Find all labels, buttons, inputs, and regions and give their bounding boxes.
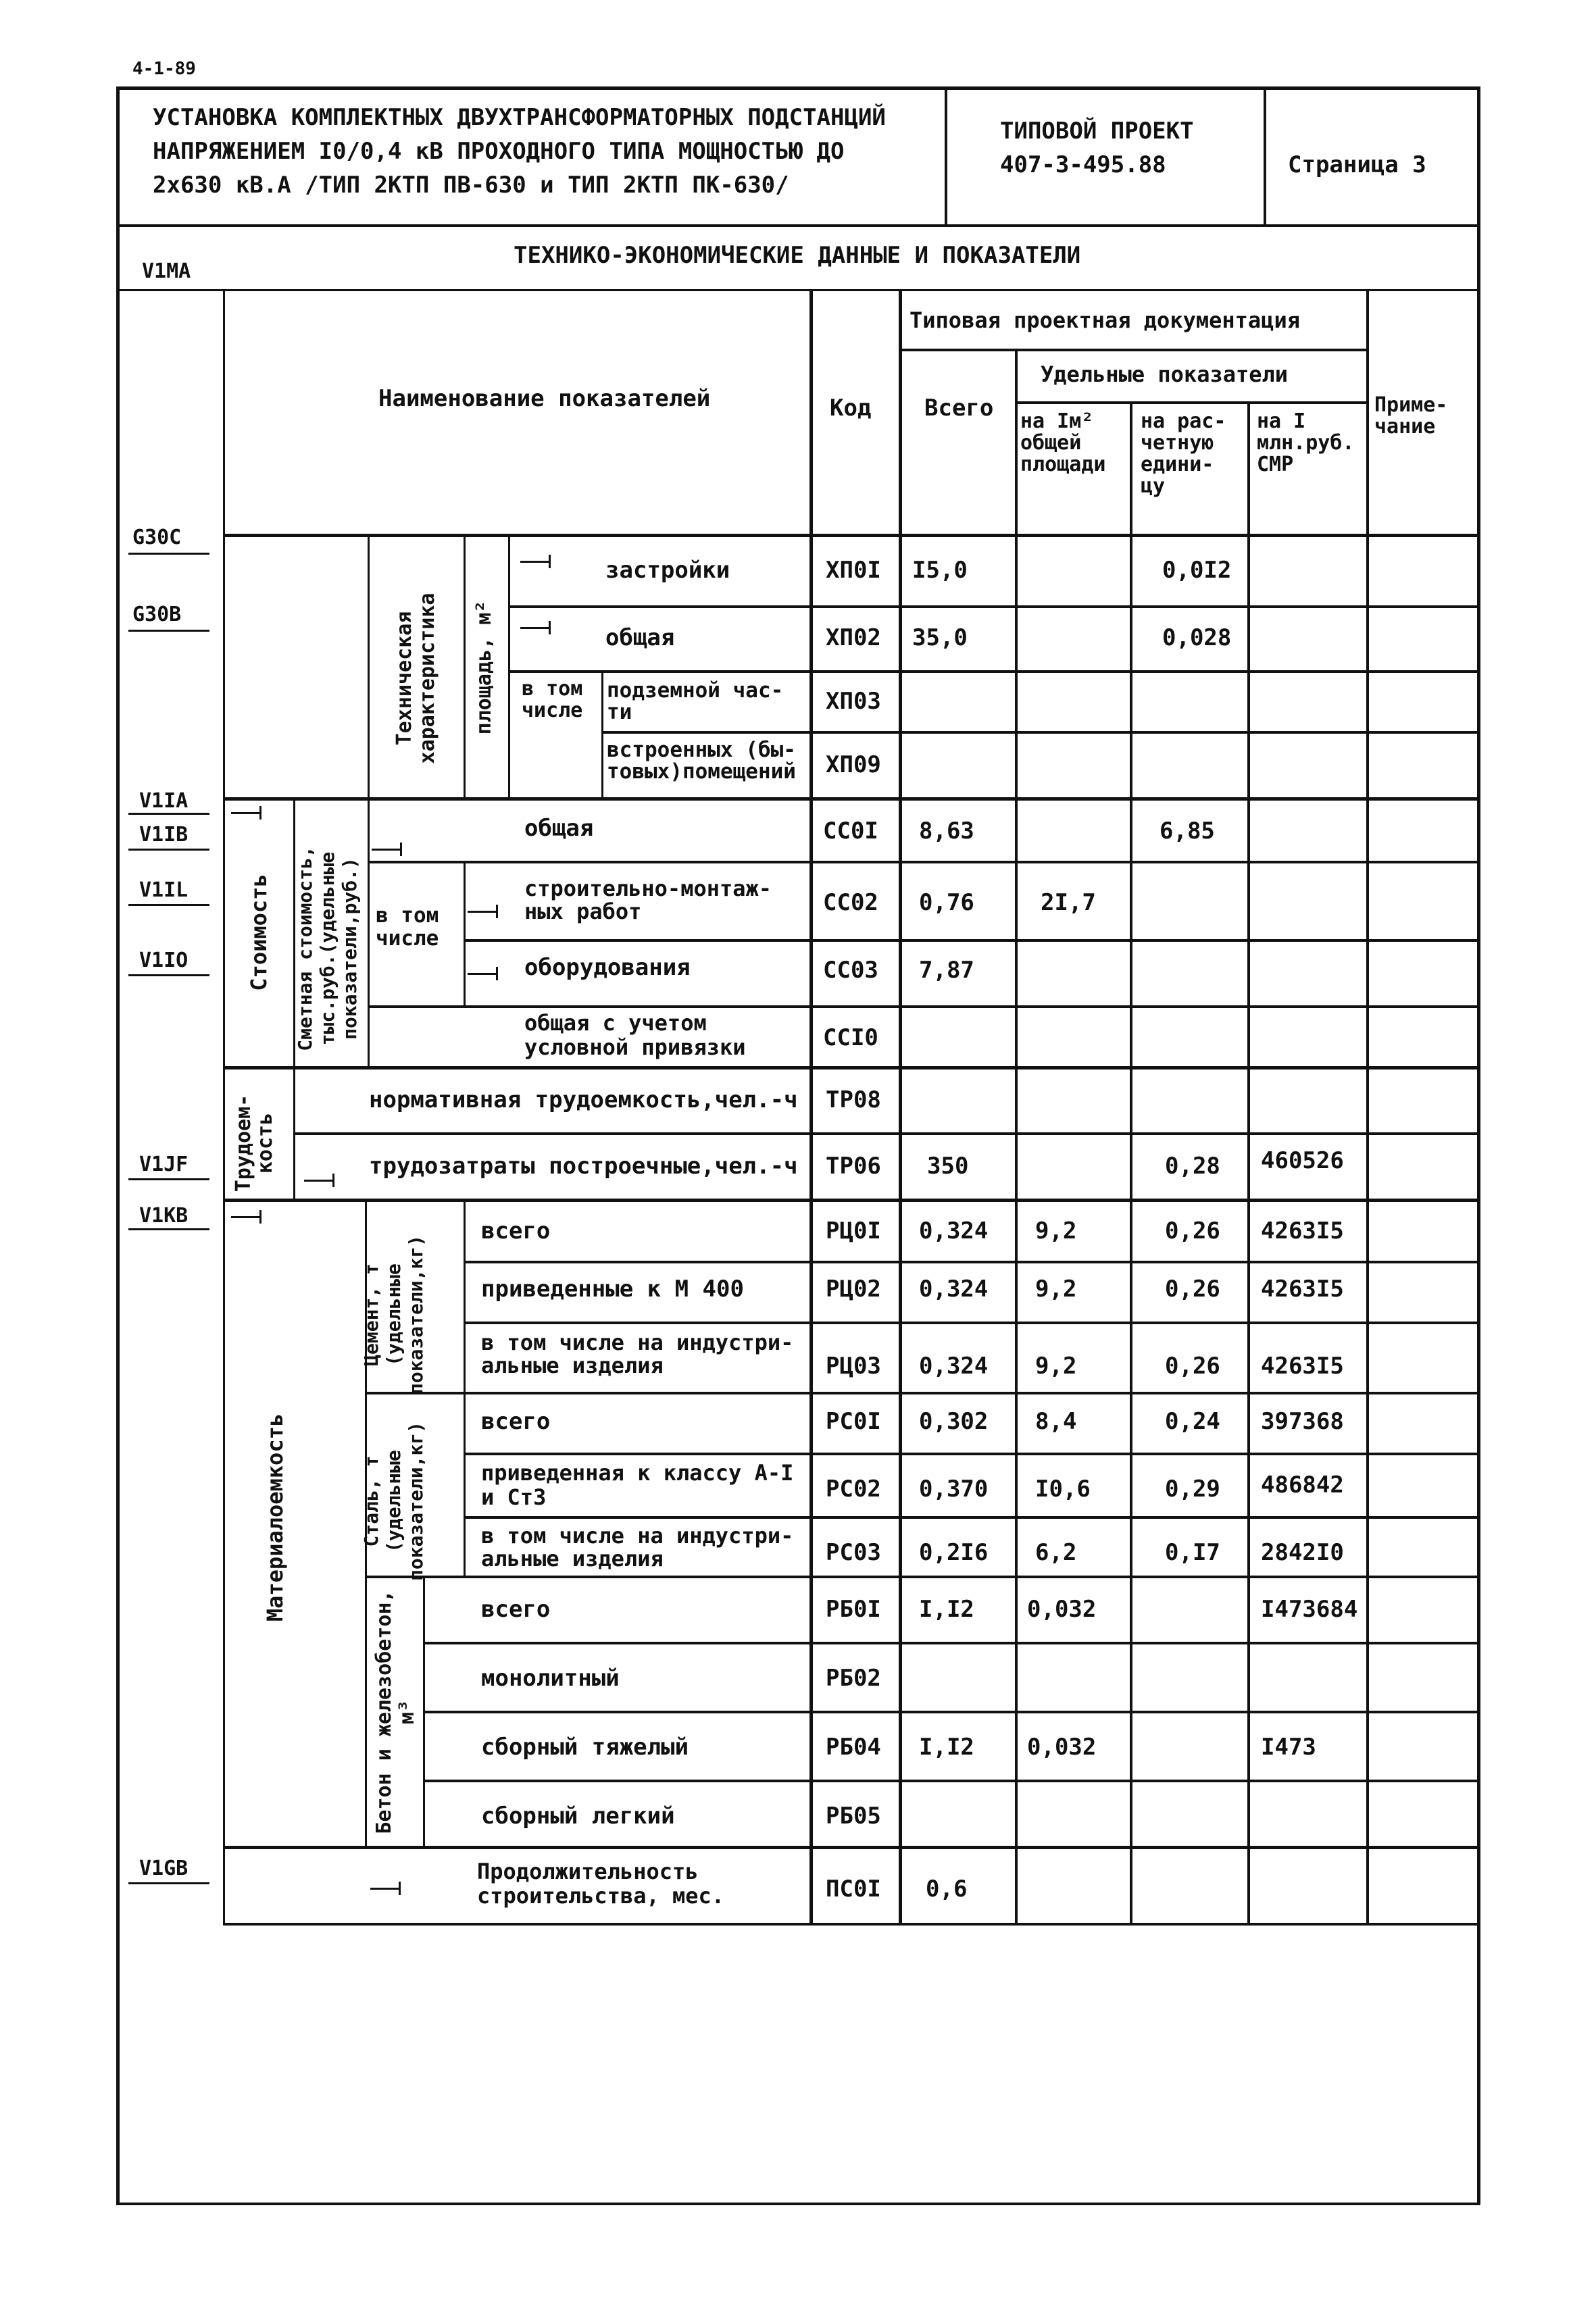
row-rs03-per-m2: 6,2 bbox=[1035, 1539, 1077, 1566]
row-xp02-name: общая bbox=[605, 624, 675, 651]
group-steel: Сталь, т (удельные показатели,кг) bbox=[360, 1422, 427, 1582]
row-rb01-name: всего bbox=[481, 1596, 551, 1623]
side-label-v1gb: V1GB bbox=[139, 1857, 189, 1880]
col-specific-header: Удельные показатели bbox=[1041, 361, 1289, 387]
row-rb01-total: I,I2 bbox=[919, 1596, 974, 1623]
row-rs01-per-unit: 0,24 bbox=[1165, 1408, 1220, 1435]
doc-number: 4-1-89 bbox=[132, 59, 196, 79]
side-label-v1ia: V1IA bbox=[139, 789, 189, 813]
col-mln-left bbox=[1247, 403, 1250, 1924]
side-line bbox=[128, 1228, 209, 1230]
table-bottom bbox=[223, 1923, 1478, 1926]
row-xp01-name: застройки bbox=[605, 557, 730, 584]
row-pc01-name: Продолжительность строительства, мес. bbox=[477, 1859, 725, 1909]
row-cc02-total: 0,76 bbox=[919, 889, 974, 916]
col-code-header: Код bbox=[830, 395, 872, 422]
row-xp09-code: ХП09 bbox=[826, 751, 881, 778]
hdr-line-specific bbox=[1015, 401, 1368, 404]
col-name-header: Наименование показателей bbox=[378, 385, 711, 412]
hdr-line-typical bbox=[899, 349, 1368, 351]
row-xp02-code: ХП02 bbox=[826, 624, 881, 651]
header-div-1 bbox=[945, 86, 947, 226]
side-line bbox=[128, 1178, 209, 1180]
side-label-v1ib: V1IB bbox=[139, 823, 189, 847]
row-rs03-per-unit: 0,I7 bbox=[1165, 1539, 1220, 1566]
row-line bbox=[368, 1005, 1478, 1008]
row-line bbox=[464, 1516, 1478, 1519]
row-line bbox=[423, 1780, 1478, 1782]
row-rc01-per-m2: 9,2 bbox=[1035, 1217, 1077, 1244]
side-label-v1il: V1IL bbox=[139, 878, 189, 902]
row-cc03-total: 7,87 bbox=[919, 957, 974, 984]
row-rb01-per-mln: I473684 bbox=[1261, 1596, 1358, 1623]
frame-right bbox=[1477, 86, 1480, 2205]
row-rb04-per-m2: 0,032 bbox=[1027, 1734, 1097, 1761]
row-rc01-per-unit: 0,26 bbox=[1165, 1217, 1220, 1244]
group-area-incl: в том числе bbox=[522, 677, 583, 722]
row-rs03-name: в том числе на индустри- альные изделия bbox=[481, 1523, 794, 1571]
row-rc02-per-mln: 4263I5 bbox=[1261, 1276, 1344, 1303]
row-rb02-name: монолитный bbox=[481, 1665, 620, 1692]
title-line-1: УСТАНОВКА КОМПЛЕКТНЫХ ДВУХТРАНСФОРМАТОРНЫХ ПОДСТАНЦИЙ bbox=[153, 104, 886, 131]
row-rb04-per-mln: I473 bbox=[1261, 1734, 1316, 1761]
row-tp08-code: ТР08 bbox=[826, 1086, 881, 1113]
row-rs01-name: всего bbox=[481, 1408, 551, 1435]
row-rb04-total: I,I2 bbox=[919, 1734, 974, 1761]
row-tp06-per-unit: 0,28 bbox=[1165, 1153, 1220, 1180]
row-rs02-code: РС02 bbox=[826, 1476, 881, 1503]
group-labor: Трудоем- кость bbox=[232, 1094, 277, 1192]
row-rb05-name: сборный легкий bbox=[481, 1803, 675, 1830]
sec1-v3 bbox=[508, 534, 510, 799]
row-rs02-total: 0,370 bbox=[919, 1476, 989, 1503]
row-rs03-total: 0,2I6 bbox=[919, 1539, 989, 1566]
row-rb04-name: сборный тяжелый bbox=[481, 1734, 689, 1761]
sec2-bottom bbox=[223, 1066, 1478, 1070]
side-label-v1jf: V1JF bbox=[139, 1153, 189, 1176]
row-line bbox=[464, 1261, 1478, 1263]
group-area: площадь, м² bbox=[472, 600, 496, 735]
hdr-bottom bbox=[223, 534, 1478, 537]
frame-left bbox=[116, 86, 120, 2205]
row-rb01-code: РБ0I bbox=[826, 1596, 881, 1623]
row-cc02-code: СС02 bbox=[823, 889, 878, 916]
row-rc02-name: приведенные к М 400 bbox=[481, 1276, 744, 1303]
row-xp01-per-unit: 0,0I2 bbox=[1162, 557, 1232, 584]
group-materials: Материалоемкость bbox=[262, 1413, 288, 1622]
col-m2-left bbox=[1015, 349, 1018, 1924]
frame-bottom bbox=[116, 2203, 1480, 2205]
sec1-v2 bbox=[464, 534, 466, 799]
group-cement: Цемент, т (удельные показатели,кг) bbox=[360, 1235, 427, 1395]
row-rs03-code: РС03 bbox=[826, 1539, 881, 1566]
row-rs03-per-mln: 2842I0 bbox=[1261, 1539, 1344, 1566]
side-label-g30b: G30B bbox=[132, 603, 182, 626]
row-line bbox=[601, 731, 1478, 734]
row-rc01-total: 0,324 bbox=[919, 1217, 989, 1244]
row-xp01-code: ХП0I bbox=[826, 557, 881, 584]
page-number: Страница 3 bbox=[1288, 151, 1426, 178]
row-tp06-per-mln: 460526 bbox=[1261, 1147, 1344, 1174]
row-xp02-per-unit: 0,028 bbox=[1162, 624, 1232, 651]
col-unit-left bbox=[1130, 403, 1132, 1924]
row-rs02-name: приведенная к классу А-I и Ст3 bbox=[481, 1460, 794, 1510]
row-xp01-total: I5,0 bbox=[912, 557, 968, 584]
row-rc02-per-m2: 9,2 bbox=[1035, 1276, 1077, 1303]
row-rc01-code: РЦ0I bbox=[826, 1217, 881, 1244]
header-div-2 bbox=[1264, 86, 1266, 226]
row-pc01-total: 0,6 bbox=[926, 1876, 968, 1903]
row-xp09-name: встроенных (бы- товых)помещений bbox=[607, 738, 796, 784]
title-line-3: 2х630 кВ.А /ТИП 2КТП ПВ-630 и ТИП 2КТП ПК-630/ bbox=[153, 172, 789, 199]
sec4-v3 bbox=[464, 1200, 466, 1577]
row-rc02-per-unit: 0,26 bbox=[1165, 1276, 1220, 1303]
row-line bbox=[508, 670, 1478, 673]
group-estimated-cost: Сметная стоимость, тыс.руб.(удельные показатели,руб.) bbox=[294, 846, 361, 1051]
row-rc03-per-unit: 0,26 bbox=[1165, 1353, 1220, 1380]
row-line bbox=[464, 1322, 1478, 1324]
row-rc02-total: 0,324 bbox=[919, 1276, 989, 1303]
row-rb04-code: РБ04 bbox=[826, 1734, 881, 1761]
sec2-v3 bbox=[464, 862, 466, 1007]
row-cc01-total: 8,63 bbox=[919, 818, 974, 845]
title-underline bbox=[116, 289, 1480, 291]
row-line bbox=[365, 1576, 1478, 1578]
row-rc03-per-m2: 9,2 bbox=[1035, 1353, 1077, 1380]
side-line bbox=[128, 1882, 209, 1884]
row-xp02-total: 35,0 bbox=[912, 624, 968, 651]
row-cc02-name: строительно-монтаж- ных работ bbox=[524, 876, 772, 924]
row-line bbox=[508, 605, 1478, 608]
row-line bbox=[365, 1392, 1478, 1394]
row-line bbox=[293, 1132, 1478, 1135]
row-tp06-total: 350 bbox=[927, 1153, 969, 1180]
row-rs02-per-unit: 0,29 bbox=[1165, 1476, 1220, 1503]
header-bottom bbox=[116, 224, 1480, 227]
col-per-unit-header: на рас- четную едини- цу bbox=[1141, 409, 1226, 498]
col-per-mln-header: на I млн.руб. СМР bbox=[1257, 409, 1355, 476]
col-per-m2-header: на Iм² общей площади bbox=[1020, 409, 1106, 476]
row-tp08-name: нормативная трудоемкость,чел.-ч bbox=[369, 1086, 798, 1113]
row-cc03-code: СС03 bbox=[823, 957, 878, 984]
side-label-v1io: V1IO bbox=[139, 949, 189, 972]
group-tech-char: Техническая характеристика bbox=[393, 593, 439, 764]
row-cc02-per-m2: 2I,7 bbox=[1041, 889, 1096, 916]
frame-top bbox=[116, 86, 1480, 90]
row-tp06-code: ТР06 bbox=[826, 1153, 881, 1180]
row-rb01-per-m2: 0,032 bbox=[1027, 1596, 1097, 1623]
side-line bbox=[128, 813, 209, 815]
sec2-v2 bbox=[368, 797, 370, 1067]
row-cc10-name: общая с учетом условной привязки bbox=[524, 1010, 746, 1060]
row-xp03-name: подземной час- ти bbox=[607, 678, 784, 724]
col-note-header: Приме- чание bbox=[1374, 393, 1448, 438]
sec3-bottom bbox=[223, 1199, 1478, 1202]
project-label: ТИПОВОЙ ПРОЕКТ bbox=[1000, 118, 1194, 145]
side-line bbox=[128, 849, 209, 851]
row-rc03-total: 0,324 bbox=[919, 1353, 989, 1380]
row-rc01-per-mln: 4263I5 bbox=[1261, 1217, 1344, 1244]
row-rs01-total: 0,302 bbox=[919, 1408, 989, 1435]
row-rc03-per-mln: 4263I5 bbox=[1261, 1353, 1344, 1380]
row-rs01-per-m2: 8,4 bbox=[1035, 1408, 1077, 1435]
row-rs02-per-m2: I0,6 bbox=[1035, 1476, 1091, 1503]
row-tp06-name: трудозатраты построечные,чел.-ч bbox=[369, 1153, 798, 1180]
row-cc01-name: общая bbox=[524, 815, 594, 842]
title-line-2: НАПРЯЖЕНИЕМ I0/0,4 кВ ПРОХОДНОГО ТИПА МОЩНОСТЬЮ ДО bbox=[153, 138, 845, 165]
project-number: 407-3-495.88 bbox=[1000, 151, 1166, 178]
sec1-v1 bbox=[368, 534, 370, 799]
row-pc01-code: ПС0I bbox=[826, 1876, 881, 1903]
row-xp03-code: ХП03 bbox=[826, 688, 881, 715]
row-rc03-code: РЦ03 bbox=[826, 1353, 881, 1380]
row-rc03-name: в том числе на индустри- альные изделия bbox=[481, 1330, 794, 1378]
side-line bbox=[128, 630, 209, 632]
row-line bbox=[464, 1453, 1478, 1455]
group-cost-incl: в том числе bbox=[376, 903, 439, 951]
group-cost: Стоимость bbox=[246, 874, 272, 991]
row-cc10-code: ССI0 bbox=[823, 1024, 878, 1051]
row-line bbox=[368, 861, 1478, 863]
table-title: ТЕХНИКО-ЭКОНОМИЧЕСКИЕ ДАННЫЕ И ПОКАЗАТЕЛИ bbox=[514, 242, 1081, 269]
row-rs02-per-mln: 486842 bbox=[1261, 1472, 1344, 1499]
row-rs01-per-mln: 397368 bbox=[1261, 1408, 1344, 1435]
row-rc01-name: всего bbox=[481, 1217, 551, 1244]
group-concrete: Бетон и железобетон, м³ bbox=[372, 1590, 419, 1834]
col-typical-header: Типовая проектная документация bbox=[909, 307, 1300, 333]
side-label-g30c: G30C bbox=[132, 526, 182, 549]
row-cc03-name: оборудования bbox=[524, 954, 691, 981]
row-line bbox=[423, 1711, 1478, 1713]
side-line bbox=[128, 904, 209, 906]
row-line bbox=[464, 939, 1478, 942]
row-rc02-code: РЦ02 bbox=[826, 1276, 881, 1303]
side-line bbox=[128, 553, 209, 555]
row-rs01-code: РС0I bbox=[826, 1408, 881, 1435]
col-total-header: Всего bbox=[924, 395, 994, 422]
row-rb05-code: РБ05 bbox=[826, 1803, 881, 1830]
side-label-v1ma: V1MA bbox=[142, 259, 191, 283]
row-rb02-code: РБ02 bbox=[826, 1665, 881, 1692]
row-line bbox=[423, 1642, 1478, 1644]
row-cc01-per-unit: 6,85 bbox=[1159, 818, 1215, 845]
row-cc01-code: СС0I bbox=[823, 818, 878, 845]
side-line bbox=[128, 974, 209, 976]
side-label-v1kb: V1KB bbox=[139, 1204, 189, 1228]
